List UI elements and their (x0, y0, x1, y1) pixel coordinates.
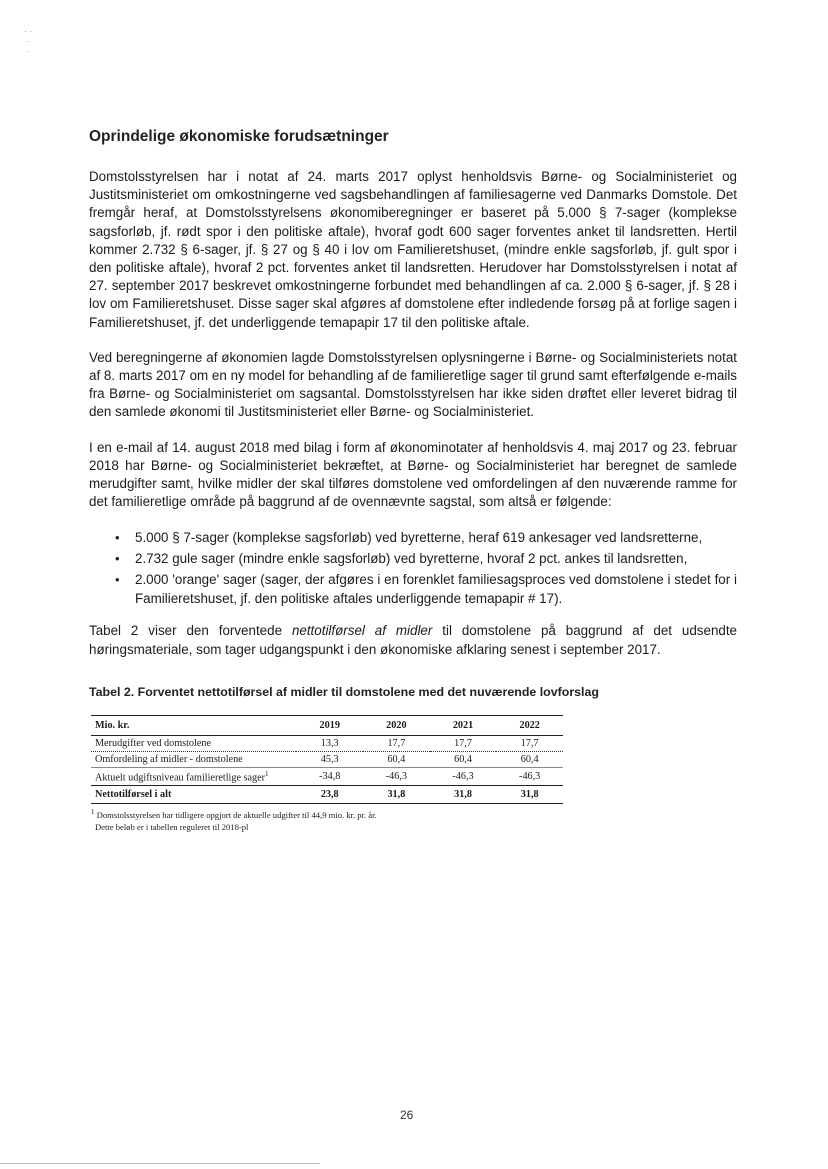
footnote-reference: 1 (265, 769, 269, 778)
scan-artifact: · · · · (24, 26, 33, 56)
row-label: Nettotilførsel i alt (91, 786, 296, 804)
case-list (89, 528, 737, 608)
table-total-row (91, 786, 563, 804)
table-row (91, 751, 563, 767)
table-cell: 13,3 (296, 735, 363, 751)
table-container (91, 715, 563, 833)
funding-table (91, 715, 563, 804)
table-cell: 31,8 (496, 786, 563, 804)
emphasis-text: nettotilførsel af midler (291, 623, 433, 639)
column-header: 2020 (363, 715, 430, 735)
table-row (91, 767, 563, 785)
table-cell: -34,8 (296, 767, 363, 785)
table-cell: 45,3 (296, 751, 363, 767)
column-header: Mio. kr. (91, 715, 296, 735)
table-cell: 60,4 (430, 751, 497, 767)
paragraph-3: I en e-mail af 14. august 2018 med bilag i form af økonominotater af henholdsvis 4. maj 2017 og 23. februar 2018 har Børne- og Socialministeriet bekræftet, at Børne- og Socialministeriet har beregnet de samlede merudgifter samt, hvilke midler der skal tilføres domstolene ved omfordelingen af den nuværende ramme for det familieretlige område på baggrund af de ovennævnte sagstal, som altså er følgende: (89, 439, 737, 510)
footer-divider (0, 1163, 320, 1164)
table-cell: 23,8 (296, 786, 363, 804)
table-footnote: $^1$ Domstolsstyrelsen har tidligere opgjort de aktuelle udgifter til 44,9 mio. kr. pr. år. Dette beløb er i tabellen reguleret til 2018-pl (91, 808, 377, 833)
table-row (91, 735, 563, 751)
paragraph-2: Ved beregningerne af økonomien lagde Domstolsstyrelsen oplysningerne i Børne- og Socialministeriets notat af 8. marts 2017 om en ny model for behandling af de familieretlige sager til grund samt efterfølgende e-mails fra Børne- og Socialministeriet om sagsantal. Domstolsstyrelsen har ikke siden drøftet eller leveret bidrag til den samlede økonomi til Justitsministeriet eller Børne- og Socialministeriet. (89, 349, 737, 420)
table-cell: 17,7 (363, 735, 430, 751)
table-header-row (91, 715, 563, 735)
table-cell: 17,7 (430, 735, 497, 751)
column-header: 2021 (430, 715, 497, 735)
list-item: • 2.732 gule sager (mindre enkle sagsforløb) ved byretterne, hvoraf 2 pct. ankes til landsretten, (135, 549, 737, 568)
table-cell: 31,8 (430, 786, 497, 804)
page-content (89, 128, 737, 833)
column-header: 2019 (296, 715, 363, 735)
table-cell: 31,8 (363, 786, 430, 804)
row-label: Aktuelt udgiftsniveau familieretlige sager$^1$ (91, 767, 296, 785)
row-label: Merudgifter ved domstolene (91, 735, 296, 751)
table-cell: -46,3 (430, 767, 497, 785)
section-heading: Oprindelige økonomiske forudsætninger (89, 128, 389, 145)
table-cell: -46,3 (496, 767, 563, 785)
table-title: Tabel 2. Forventet nettotilførsel af midler til domstolene med det nuværende lovforslag (89, 684, 599, 699)
footnote-mark: 1 (91, 808, 95, 817)
table-cell: 60,4 (496, 751, 563, 767)
table-cell: 60,4 (363, 751, 430, 767)
column-header: 2022 (496, 715, 563, 735)
list-item: • 2.000 'orange' sager (sager, der afgøres i en forenklet familiesagsproces ved domstolene i stedet for i Familieretshuset, jf. den politiske aftales underliggende temapapir # 17). (135, 570, 737, 608)
row-label: Omfordeling af midler - domstolene (91, 751, 296, 767)
list-item: • 5.000 § 7-sager (komplekse sagsforløb) ved byretterne, heraf 619 ankesager ved landsretterne, (135, 528, 737, 547)
paragraph-1: Domstolsstyrelsen har i notat af 24. marts 2017 oplyst henholdsvis Børne- og Socialministeriet og Justitsministeriet om omkostningerne ved sagsbehandlingen af familiesagerne ved Danmarks Domstole. Det fremgår heraf, at Domstolsstyrelsens økonomiberegninger er baseret på 5.000 § 7-sager (komplekse sagsforløb, jf. rødt spor i den politiske aftale), hvoraf godt 600 sager forventes anket til landsretten. Hertil kommer 2.732 § 6-sager, jf. § 27 og § 40 i lov om Familieretshuset, (mindre enkle sagsforløb, jf. gult spor i den politiske aftale), hvoraf 2 pct. forventes anket til landsretten. Herudover har Domstolsstyrelsen i notat af 27. september 2017 beskrevet omkostningerne forbundet med behandlingen af ca. 2.000 § 6-sager, jf. § 28 i lov om Familieretshuset. Disse sager skal afgøres af domstolene efter indledende forsøg på at forlige sagen i Familieretshuset, jf. det underliggende temapapir 17 til den politiske aftale. (89, 169, 737, 330)
table-cell: -46,3 (363, 767, 430, 785)
paragraph-4: Tabel 2 viser den forventede nettotilførsel af midler til domstolene på baggrund af det udsendte høringsmateriale, som tager udgangspunkt i den økonomiske afklaring senest i september 2017. (89, 623, 738, 657)
page-number: 26 (400, 1108, 414, 1122)
table-cell: 17,7 (496, 735, 563, 751)
